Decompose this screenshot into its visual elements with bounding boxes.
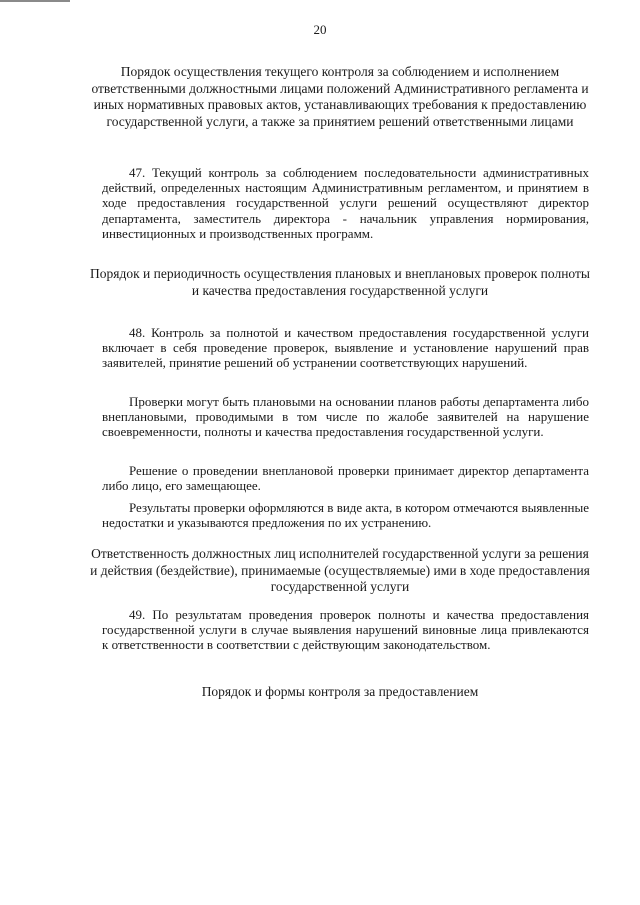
- paragraph-49: 49. По результатам проведения проверок полноты и качества предоставления государственной услуги в случае выявления нарушений виновные лица привлекаются к ответственности в соответствии с действующим законодательством.: [102, 607, 589, 653]
- section-title-responsibility: Ответственность должностных лиц исполнителей государственной услуги за решения и действия (бездействие), принимаемые (осуществляемые) ими в ходе предоставления государственной услуги: [90, 546, 590, 594]
- paragraph-48-checks: Проверки могут быть плановыми на основании планов работы департамента либо внеплановыми, проводимыми в том числе по жалобе заявителей на нарушение своевременности, полноты и качества предоставления государственной услуги.: [102, 394, 589, 440]
- paragraph-48: 48. Контроль за полнотой и качеством предоставления государственной услуги включает в себя проведение проверок, выявление и установление нарушений прав заявителей, принятие решений об устранении соответствующих нарушений.: [102, 325, 589, 371]
- paragraph-48-decision: Решение о проведении внеплановой проверки принимает директор департамента либо лицо, его замещающее.: [102, 463, 589, 494]
- section-title-control-forms: Порядок и формы контроля за предоставлением: [201, 684, 479, 699]
- paragraph-48-results: Результаты проверки оформляются в виде акта, в котором отмечаются выявленные недостатки и указываются предложения по их устранению.: [102, 500, 589, 531]
- page-number: 20: [313, 22, 327, 37]
- paragraph-47: 47. Текущий контроль за соблюдением последовательности административных действий, определенных настоящим Административным регламентом, и принятием в ходе предоставления государственной услуги решений осуществляют директор департамента, заместитель директора - начальник управления нормирования, инвестиционных и производственных программ.: [102, 165, 589, 241]
- section-title-inspections: Порядок и периодичность осуществления плановых и внеплановых проверок полноты и качества предоставления государственной услуги: [90, 266, 590, 298]
- section-title-current-control: Порядок осуществления текущего контроля за соблюдением и исполнением ответственными должностными лицами положений Административного регламента и иных нормативных правовых актов, устанавливающих требования к предоставлению государственной услуги, а также за принятием решений ответственными лицами: [91, 64, 589, 129]
- scan-edge-mark: [0, 0, 70, 2]
